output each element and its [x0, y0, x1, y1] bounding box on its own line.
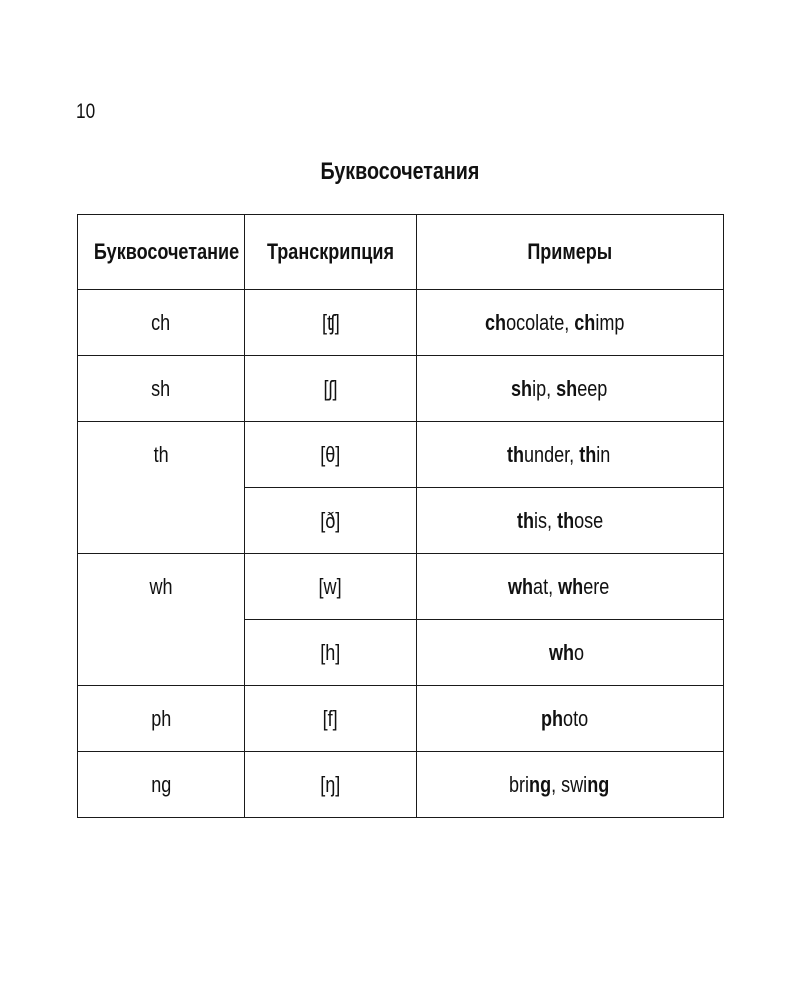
- examples-text: bring, swing: [508, 771, 610, 797]
- examples-cell: [417, 752, 724, 818]
- examples-cell: [417, 488, 724, 554]
- table-header-row: [78, 215, 724, 290]
- transcription-cell: [245, 554, 417, 620]
- header-combination: [78, 215, 245, 290]
- combo-cell: [78, 752, 245, 818]
- combo-text: sh: [151, 375, 171, 401]
- combo-text: ch: [151, 309, 171, 335]
- header-examples-label: Примеры: [527, 239, 613, 264]
- transcription-text: [θ]: [320, 441, 341, 467]
- examples-text: thunder, thin: [507, 441, 611, 467]
- combo-cell: [78, 356, 245, 422]
- examples-cell: [417, 290, 724, 356]
- table-row: [78, 290, 724, 356]
- examples-cell: [417, 554, 724, 620]
- combo-text: ng: [150, 771, 172, 797]
- page-title-text: Буквосочетания: [320, 158, 480, 185]
- examples-cell: [417, 356, 724, 422]
- combo-text: th: [153, 442, 169, 467]
- transcription-text: [ʃ]: [323, 375, 338, 401]
- transcription-text: [h]: [320, 639, 341, 665]
- header-combination-label: Буквосочетание: [93, 239, 240, 264]
- transcription-cell: [245, 290, 417, 356]
- examples-text: this, those: [517, 507, 604, 533]
- header-transcription-label: Транскрипция: [266, 239, 395, 264]
- table-row: [78, 422, 724, 488]
- transcription-cell: [245, 686, 417, 752]
- examples-cell: [417, 686, 724, 752]
- examples-cell: [417, 620, 724, 686]
- table-row: [78, 554, 724, 620]
- transcription-text: [f]: [322, 705, 339, 731]
- table-row: [78, 686, 724, 752]
- header-examples: [417, 215, 724, 290]
- transcription-text: [w]: [318, 573, 343, 599]
- combo-cell: [78, 422, 245, 554]
- examples-cell: [417, 422, 724, 488]
- combo-cell: [78, 554, 245, 686]
- examples-text: ship, sheep: [511, 375, 608, 401]
- page-title: [0, 158, 800, 186]
- table-row: [78, 356, 724, 422]
- transcription-cell: [245, 356, 417, 422]
- transcription-cell: [245, 752, 417, 818]
- transcription-text: [ð]: [320, 507, 341, 533]
- examples-text: photo: [541, 705, 589, 731]
- transcription-cell: [245, 422, 417, 488]
- combo-cell: [78, 290, 245, 356]
- examples-text: what, where: [508, 573, 610, 599]
- transcription-cell: [245, 620, 417, 686]
- page-number: 10: [76, 100, 96, 123]
- examples-text: chocolate, chimp: [484, 309, 625, 335]
- examples-text: who: [548, 639, 584, 665]
- combo-cell: [78, 686, 245, 752]
- letter-combinations-table: [77, 214, 724, 818]
- combo-text: ph: [150, 705, 172, 731]
- transcription-text: [ŋ]: [320, 771, 341, 797]
- header-transcription: [245, 215, 417, 290]
- transcription-cell: [245, 488, 417, 554]
- table-row: [78, 752, 724, 818]
- transcription-text: [ʧ]: [321, 309, 340, 335]
- combo-text: wh: [149, 574, 173, 599]
